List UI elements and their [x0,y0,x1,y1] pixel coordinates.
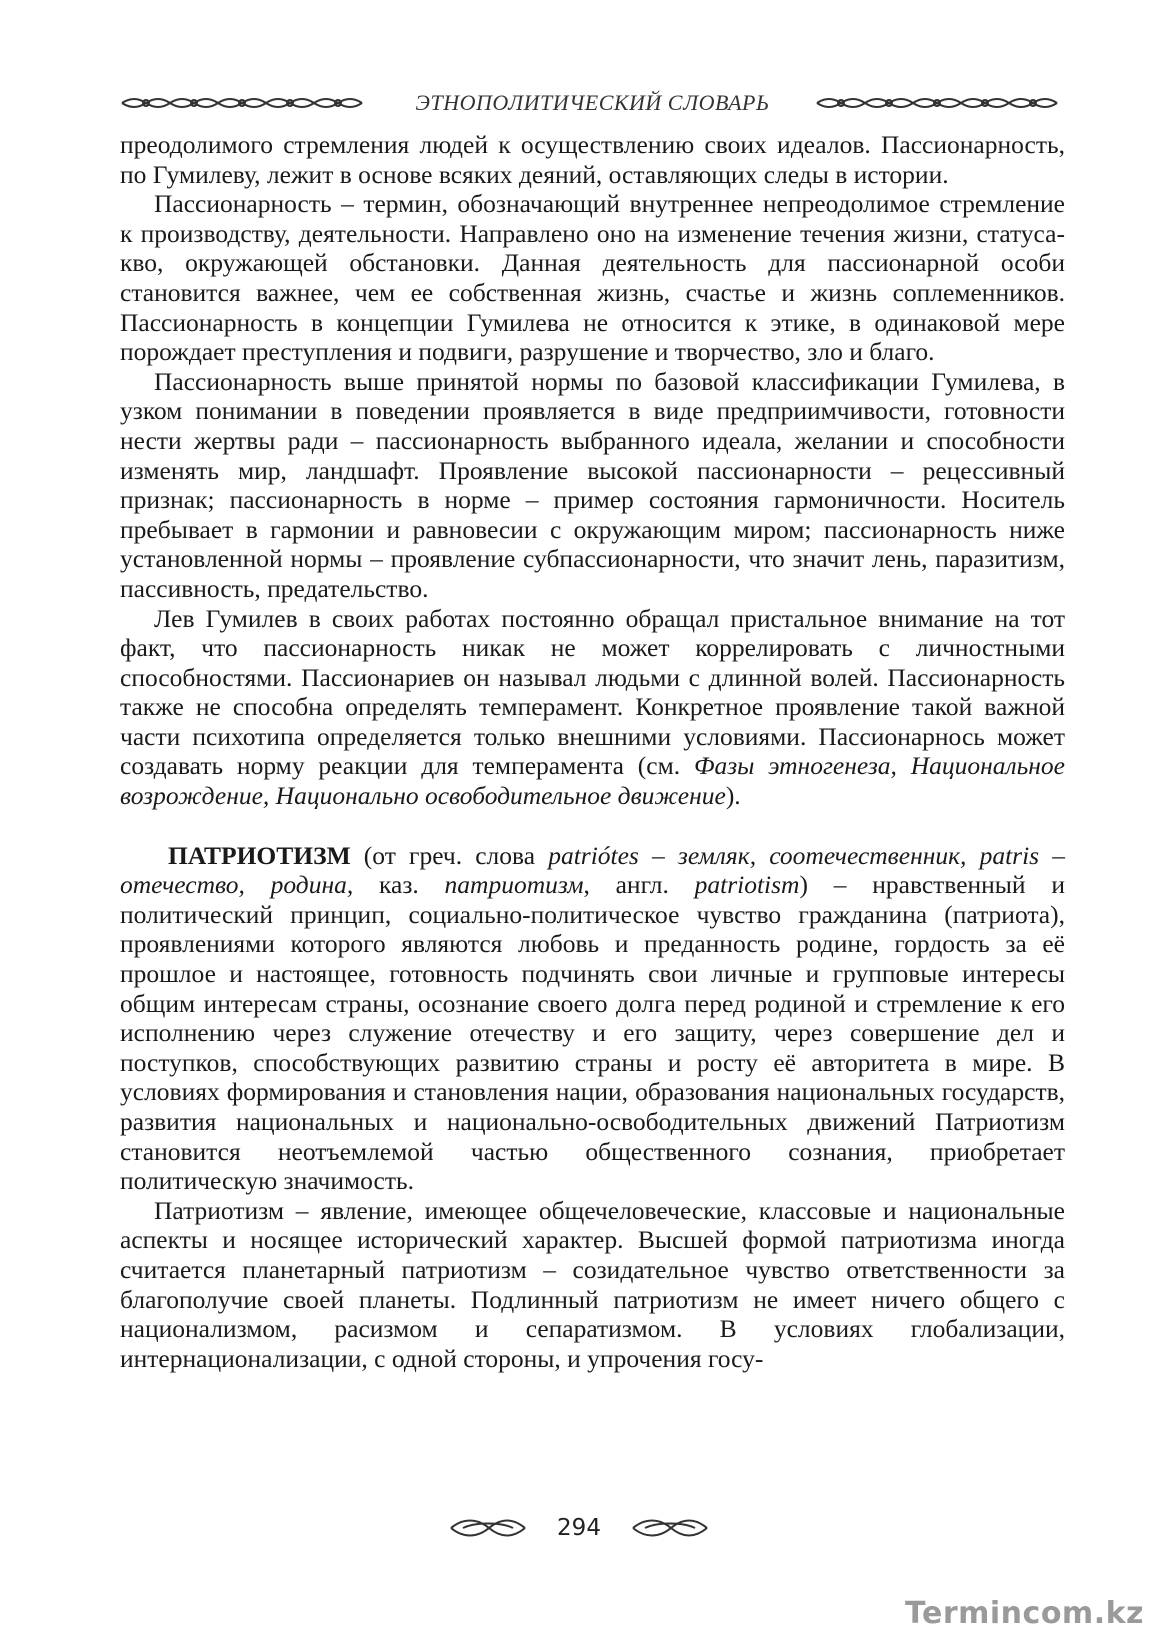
watermark: Termincom.kz [905,1596,1144,1631]
paragraph: Пассионарность – термин, обозначающий внутреннее непреодолимое стремление к производству, деятельности. Направлено оно на изменение течения жизни, статуса-кво, окружающей обстановки. Данная деятельность для пассионарной особи становится важнее, чем ее собственная жизнь, счастье и жизнь соплеменников. Пассионарность в концепции Гумилева не относится к этике, в одинаковой мере порождает преступления и подвиги, разрушение и творчество, зло и благо. [120,189,1065,367]
dictionary-entry [120,841,1065,1196]
running-header [120,86,1065,120]
entry-kazakh-term: патриотизм [444,870,584,900]
entry-etymology: patriótes – земляк, соотечественник, patris – отечество, родина, [120,840,1065,900]
cross-references: Фазы этногенеза, Национальное возрождение, Национально освободительное движение [120,751,1065,811]
entry-text: (от греч. слова [350,840,549,870]
entry-definition: ) – нравственный и политический принцип, социально-политическое чувство гражданина (патриота), проявлениями которого являются любовь и преданность родине, гордость за её прошлое и настоящее, готовность подчинять свои личные и групповые интересы общим интересам страны, осознание своего долга перед родиной и стремление к его исполнению через служение отечеству и его защиту, через совершение дел и поступков, способствующих развитию страны и росту её авторитета в мире. В условиях формирования и становления нации, образования национальных государств, развития национальных и национально-освободительных движений Патриотизм становится неотъемлемой частью общественного сознания, приобретает политическую значимость. [120,870,1065,1196]
page-footer [0,1508,1158,1548]
paragraph [120,604,1065,811]
entry-text: , англ. [583,870,695,900]
scroll-ornament-icon [815,93,1065,113]
paragraph-text: Лев Гумилев в своих работах постоянно обращал пристальное внимание на тот факт, что пассионарность никак не может коррелировать с личностными способностями. Пассионариев он называл людьми с длинной волей. Пассионарность также не способна определять темперамент. Конкретное проявление такой важной части психотипа определяется только внешними условиями. Пассионарнось может создавать норму реакции для темперамента (см. [120,603,1065,781]
entry-term: ПАТРИОТИЗМ [168,840,351,870]
paragraph: Патриотизм – явление, имеющее общечеловеческие, классовые и национальные аспекты и носящее исторический характер. Высшей формой патриотизма иногда считается планетарный патриотизм – созидательное чувство ответственности за благополучие своей планеты. Подлинный патриотизм не имеет ничего общего с национализмом, расизмом и сепаратизмом. В условиях глобализации, интернационализации, с одной стороны, и упрочения госу- [120,1195,1065,1373]
running-title: ЭТНОПОЛИТИЧЕСКИЙ СЛОВАРЬ [415,90,770,115]
paragraph: преодолимого стремления людей к осуществлению своих идеалов. Пассионарность, по Гумилеву, лежит в основе всяких деяний, оставляющих следы в истории. [120,130,1065,189]
paragraph-text: ). [725,781,741,811]
page-body [120,130,1065,1373]
entry-text: каз. [353,870,445,900]
page-number: 294 [557,1515,601,1541]
flourish-ornament-icon [449,1517,527,1539]
paragraph: Пассионарность выше принятой нормы по базовой классификации Гумилева, в узком понимании в поведении проявляется в виде предприимчивости, готовности нести жертвы ради – пассионарность выбранного идеала, желании и способности изменять мир, ландшафт. Проявление высокой пассионарности – рецессивный признак; пассионарность в норме – пример состояния гармоничности. Носитель пребывает в гармонии и равновесии с окружающим миром; пассионарность ниже установленной нормы – проявление субпассионарности, что значит лень, паразитизм, пассивность, предательство. [120,366,1065,603]
scroll-ornament-icon [120,93,370,113]
flourish-ornament-icon [631,1517,709,1539]
entry-english-term: patriotism [694,870,800,900]
